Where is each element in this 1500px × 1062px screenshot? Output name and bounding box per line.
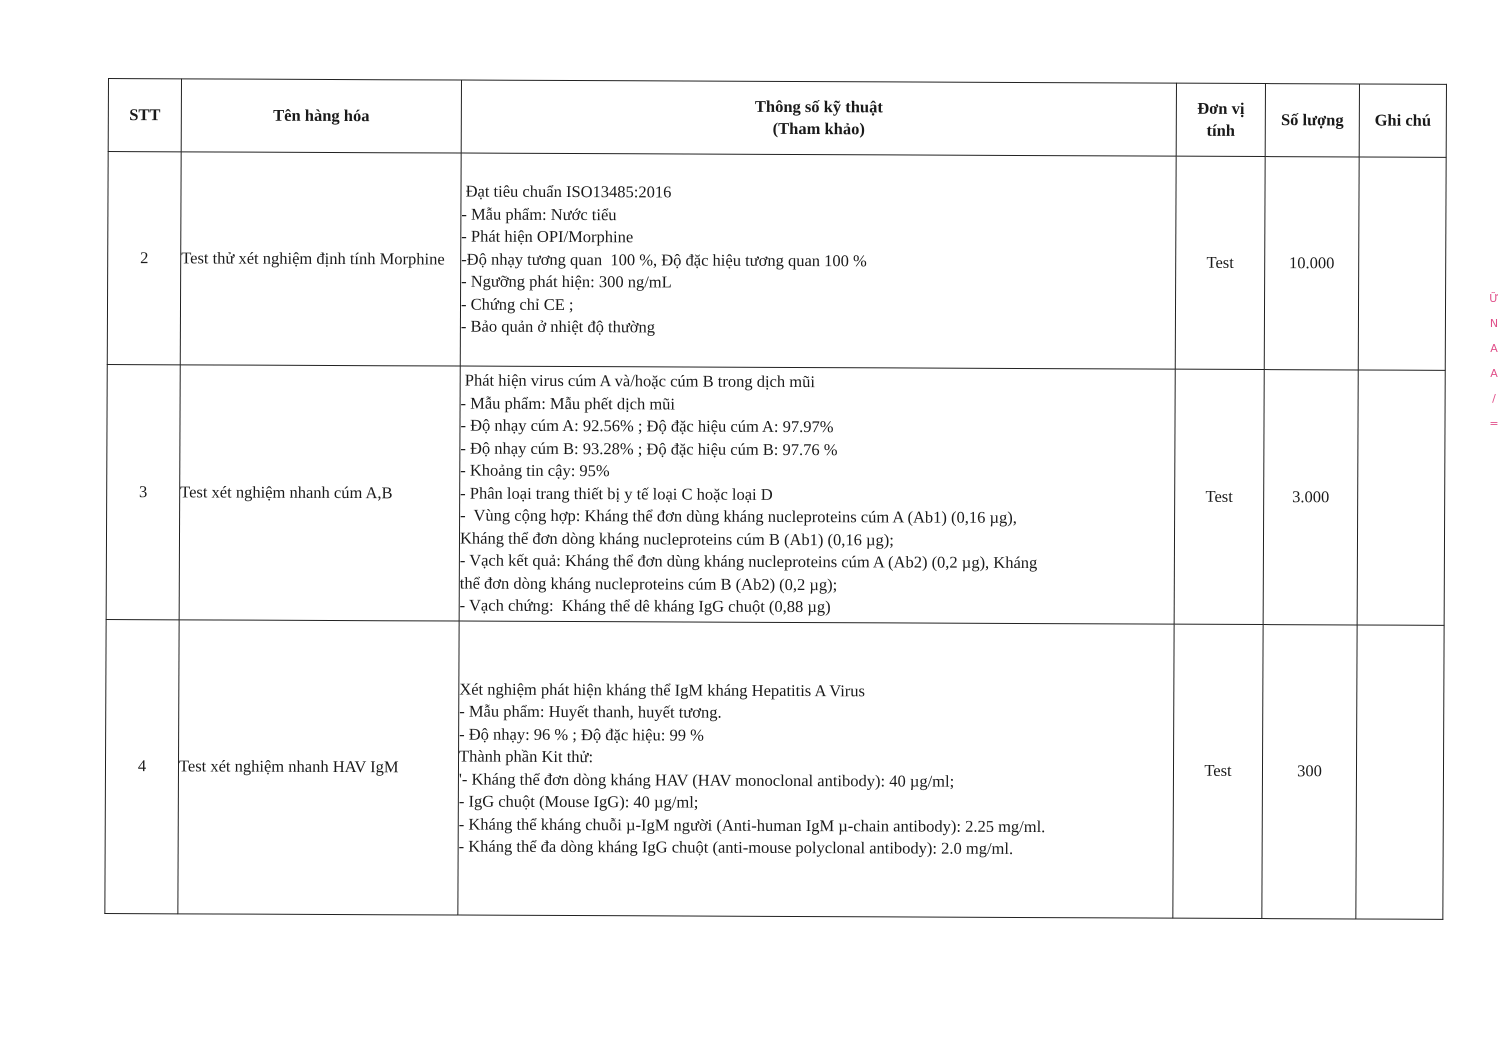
row-specification [459,366,1175,624]
header-row [108,79,1446,158]
margin-mark: / [1492,392,1496,405]
table-row [106,364,1445,625]
specification-table [104,78,1447,920]
spec-line: '- Kháng thể đơn dòng kháng HAV (HAV monoclonal antibody): 40 µg/ml; [458,769,955,791]
margin-mark: N [1489,317,1499,330]
spec-line: - Độ nhạy cúm B: 93.28% ; Độ đặc hiệu cúm B: 97.76 % [460,438,838,459]
spec-line: - Vùng cộng hợp: Kháng thể đơn dùng kháng nucleproteins cúm A (Ab1) (0,16 µg), [460,505,1017,528]
spec-line: - Ngưỡng phát hiện: 300 ng/mL [461,271,672,292]
margin-mark: A [1490,342,1498,355]
table-row [107,152,1446,371]
row-quantity: 10.000 [1264,157,1359,370]
spec-line: - Độ nhạy cúm A: 92.56% ; Độ đặc hiệu cúm A: 97.97% [460,415,834,437]
spec-line: -Độ nhạy tương quan 100 %, Độ đặc hiệu tương quan 100 % [461,249,867,271]
margin-mark: A [1490,367,1498,380]
row-note [1357,370,1445,625]
spec-line: - Phân loại trang thiết bị y tế loại C hoặc loại D [460,483,773,504]
header-unit-line2: tính [1206,120,1236,140]
header-specification [461,80,1176,156]
row-stt: 4 [105,619,179,913]
row-quantity: 3.000 [1263,370,1358,625]
row-unit: Test [1175,156,1265,369]
table-row [105,619,1444,919]
margin-mark: Ữ [1489,292,1499,305]
spec-line: thể đơn dòng kháng nucleproteins cúm B (Ab2) (0,2 µg); [459,573,838,594]
header-product-name: Tên hàng hóa [181,79,461,153]
row-unit: Test [1173,624,1263,918]
row-product-name: Test xét nghiệm nhanh HAV IgM [178,620,459,915]
row-unit: Test [1174,369,1264,624]
spec-line: Đạt tiêu chuẩn ISO13485:2016 [461,181,672,202]
spec-line: - Mẫu phẩm: Huyết thanh, huyết tương. [459,701,722,722]
spec-line: Phát hiện virus cúm A và/hoặc cúm B trong dịch mũi [460,370,815,392]
header-stt: STT [108,79,181,152]
spec-line: - Bảo quản ở nhiệt độ thường [460,316,656,337]
spec-line: - Vạch chứng: Kháng thể dê kháng IgG chuột (0,88 µg) [459,595,831,617]
row-quantity: 300 [1262,625,1357,919]
header-quantity: Số lượng [1265,84,1359,157]
spec-line: Xét nghiệm phát hiện kháng thể IgM kháng Hepatitis A Virus [459,679,866,700]
spec-line: - Kháng thể đa dòng kháng IgG chuột (anti-mouse polyclonal antibody): 2.0 mg/ml. [458,836,1014,858]
spec-line: Kháng thể đơn dòng kháng nucleproteins cúm B (Ab1) (0,16 µg); [459,528,894,550]
header-unit-line1: Đơn vị [1197,98,1245,118]
spec-line: - Mẫu phẩm: Mẫu phết dịch mũi [460,393,676,414]
margin-mark: = [1489,417,1499,430]
spec-line: - Vạch kết quả: Kháng thể đơn dùng kháng nucleproteins cúm A (Ab2) (0,2 µg), Kháng [459,550,1038,573]
spec-line: - Phát hiện OPI/Morphine [461,226,634,247]
handwritten-margin-marks [1488,286,1500,436]
row-note [1358,157,1446,370]
spec-line: - Mẫu phẩm: Nước tiểu [461,204,617,224]
spec-line: - Chứng chỉ CE ; [460,294,574,314]
row-stt: 3 [106,364,180,619]
spec-line: - IgG chuột (Mouse IgG): 40 µg/ml; [458,791,699,812]
row-stt: 2 [107,152,181,365]
header-note: Ghi chú [1359,84,1446,157]
spec-line: Thành phần Kit thử: [459,746,594,767]
header-spec-line1: Thông số kỹ thuật [754,96,883,116]
row-product-name: Test thử xét nghiệm định tính Morphine [180,152,461,366]
header-spec-line2: (Tham khảo) [772,118,865,139]
spec-line: - Kháng thể kháng chuỗi µ-IgM người (Anti-human IgM µ-chain antibody): 2.25 mg/ml. [458,814,1046,836]
row-note [1356,625,1444,919]
header-unit [1176,83,1265,156]
row-specification [458,621,1174,918]
spec-line: - Độ nhạy: 96 % ; Độ đặc hiệu: 99 % [459,724,704,745]
row-specification [460,153,1176,369]
spec-line: - Khoảng tin cậy: 95% [460,460,610,481]
row-product-name: Test xét nghiệm nhanh cúm A,B [179,365,460,621]
